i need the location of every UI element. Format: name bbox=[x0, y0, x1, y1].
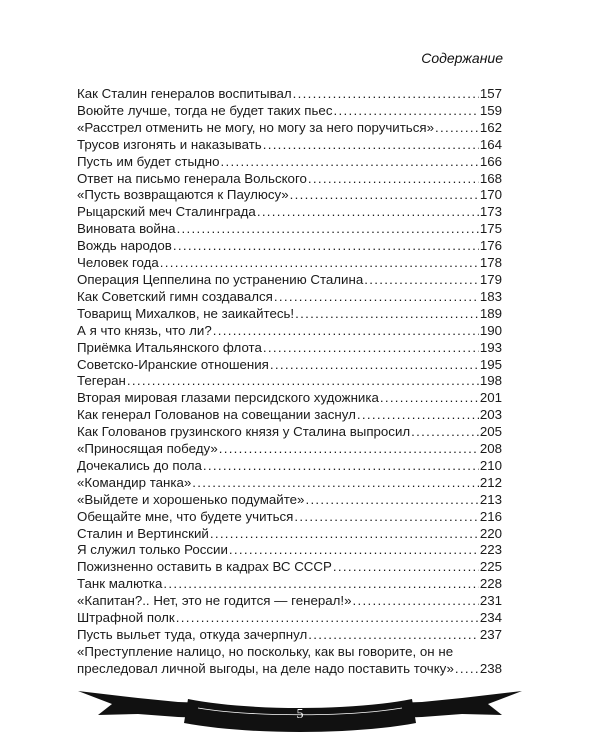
toc-entry-title: Как Советский гимн создавался bbox=[77, 288, 273, 304]
toc-entry-page: 225 bbox=[479, 559, 502, 575]
toc-entry-page: 231 bbox=[479, 593, 502, 609]
dot-leader bbox=[305, 492, 478, 509]
toc-entry bbox=[77, 475, 502, 492]
toc-entry-title: Тегеран bbox=[77, 373, 126, 389]
toc-entry-page: 193 bbox=[479, 339, 502, 355]
toc-entry bbox=[77, 137, 502, 154]
toc-entry-page: 173 bbox=[479, 204, 502, 220]
toc-entry-page: 179 bbox=[479, 271, 502, 287]
toc-entry-page: 162 bbox=[479, 119, 502, 135]
toc-entry-title: «Командир танка» bbox=[77, 474, 192, 490]
dot-leader bbox=[411, 424, 479, 441]
page-number: 5 bbox=[296, 707, 304, 722]
toc-entry-page: 183 bbox=[479, 288, 502, 304]
dot-leader bbox=[263, 340, 479, 357]
toc-entry bbox=[77, 103, 502, 120]
toc-entry bbox=[77, 255, 502, 272]
dot-leader bbox=[192, 475, 479, 492]
toc-entry-title: Воюйте лучше, тогда не будет таких пьес bbox=[77, 102, 333, 118]
toc-entry bbox=[77, 187, 502, 204]
dot-leader bbox=[293, 86, 479, 103]
toc-entry-page: 189 bbox=[479, 305, 502, 321]
toc-entry-page: 238 bbox=[479, 660, 502, 676]
toc-entry-page: 228 bbox=[479, 576, 502, 592]
toc-entry bbox=[77, 289, 502, 306]
toc-entry-page: 212 bbox=[479, 474, 502, 490]
running-head: Содержание bbox=[421, 50, 503, 66]
toc-entry-title: «Выйдете и хорошенько подумайте» bbox=[77, 491, 305, 507]
toc-entry bbox=[77, 390, 502, 407]
dot-leader bbox=[203, 458, 479, 475]
toc-entry bbox=[77, 272, 502, 289]
dot-leader bbox=[176, 610, 479, 627]
toc-entry bbox=[77, 526, 502, 543]
toc-entry-title: Обещайте мне, что будете учиться bbox=[77, 508, 294, 524]
dot-leader bbox=[290, 187, 479, 204]
dot-leader bbox=[274, 289, 479, 306]
toc-entry-page: 201 bbox=[479, 390, 502, 406]
dot-leader bbox=[127, 373, 479, 390]
dot-leader bbox=[308, 627, 479, 644]
toc-entry-page: 198 bbox=[479, 373, 502, 389]
toc-entry bbox=[77, 542, 502, 559]
toc-entry-page: 220 bbox=[479, 525, 502, 541]
dot-leader bbox=[219, 441, 479, 458]
toc-entry-title: Виновата война bbox=[77, 221, 176, 237]
toc-entry-title: «Капитан?.. Нет, это не годится — генерал!» bbox=[77, 593, 352, 609]
toc-entry-page: 216 bbox=[479, 508, 502, 524]
toc-entry-page: 213 bbox=[479, 491, 502, 507]
toc-entry bbox=[77, 576, 502, 593]
dot-leader bbox=[333, 559, 479, 576]
toc-entry-title: «Приносящая победу» bbox=[77, 441, 218, 457]
toc-entry-page: 223 bbox=[479, 542, 502, 558]
toc-entry-title: Штрафной полк bbox=[77, 610, 175, 626]
toc-entry-title: Как генерал Голованов на совещании заснул bbox=[77, 407, 356, 423]
toc-entry-page: 178 bbox=[479, 255, 502, 271]
toc-entry bbox=[77, 644, 502, 678]
toc-entry bbox=[77, 323, 502, 340]
dot-leader bbox=[308, 171, 479, 188]
toc-entry-page: 205 bbox=[479, 424, 502, 440]
toc-entry bbox=[77, 340, 502, 357]
toc-entry-title: Товарищ Михалков, не заикайтесь! bbox=[77, 305, 295, 321]
toc-entry bbox=[77, 441, 502, 458]
toc-entry-page: 164 bbox=[479, 136, 502, 152]
toc-entry-title: Трусов изгонять и наказывать bbox=[77, 136, 262, 152]
toc-entry bbox=[77, 407, 502, 424]
toc-entry bbox=[77, 171, 502, 188]
toc-entry bbox=[77, 610, 502, 627]
dot-leader bbox=[173, 238, 479, 255]
toc-entry-title: Вождь народов bbox=[77, 238, 172, 254]
toc-entry bbox=[77, 559, 502, 576]
toc-entry-page: 157 bbox=[479, 86, 502, 101]
dot-leader bbox=[160, 255, 479, 272]
dot-leader bbox=[435, 120, 479, 137]
toc-entry-page: 176 bbox=[479, 238, 502, 254]
dot-leader bbox=[295, 306, 479, 323]
toc-entry bbox=[77, 86, 502, 103]
dot-leader bbox=[364, 272, 479, 289]
toc-entry bbox=[77, 373, 502, 390]
toc-entry-page: 195 bbox=[479, 356, 502, 372]
dot-leader bbox=[294, 509, 478, 526]
toc-entry-page: 234 bbox=[479, 610, 502, 626]
toc-entry bbox=[77, 492, 502, 509]
dot-leader bbox=[210, 526, 479, 543]
toc-entry-title: Дочекались до пола bbox=[77, 457, 202, 473]
toc-entry bbox=[77, 154, 502, 171]
dot-leader bbox=[263, 137, 479, 154]
toc-entry-title: Операция Цеппелина по устранению Сталина bbox=[77, 271, 364, 287]
toc-entry bbox=[77, 458, 502, 475]
toc-entry bbox=[77, 627, 502, 644]
toc-entry-title: Танк малютка bbox=[77, 576, 163, 592]
toc-entry-title: Пожизненно оставить в кадрах ВС СССР bbox=[77, 559, 332, 575]
toc-entry-page: 190 bbox=[479, 322, 502, 338]
toc-entry bbox=[77, 306, 502, 323]
dot-leader bbox=[163, 576, 478, 593]
toc-entry-title-line1: «Преступление налицо, но поскольку, как вы говорите, он не bbox=[77, 643, 454, 659]
toc-entry-page: 159 bbox=[479, 102, 502, 118]
dot-leader bbox=[380, 390, 479, 407]
toc-entry-title: Приёмка Итальянского флота bbox=[77, 339, 262, 355]
toc-entry bbox=[77, 120, 502, 137]
toc-entry-title: Человек года bbox=[77, 255, 159, 271]
toc-entry-title: Рыцарский меч Сталинграда bbox=[77, 204, 256, 220]
toc-entry-title-line2: преследовал личной выгоды, на деле надо поставить точку» bbox=[77, 660, 454, 676]
dot-leader bbox=[455, 661, 479, 678]
table-of-contents bbox=[77, 86, 502, 678]
toc-entry bbox=[77, 509, 502, 526]
dot-leader bbox=[353, 593, 479, 610]
toc-entry-title: Советско-Иранские отношения bbox=[77, 356, 269, 372]
dot-leader bbox=[221, 154, 479, 171]
dot-leader bbox=[213, 323, 479, 340]
dot-leader bbox=[333, 103, 478, 120]
toc-entry bbox=[77, 238, 502, 255]
toc-entry-title: А я что князь, что ли? bbox=[77, 322, 212, 338]
toc-entry-page: 203 bbox=[479, 407, 502, 423]
toc-entry-title: Ответ на письмо генерала Вольского bbox=[77, 170, 307, 186]
toc-entry-page: 237 bbox=[479, 627, 502, 642]
toc-entry-page: 170 bbox=[479, 187, 502, 203]
toc-entry-page: 175 bbox=[479, 221, 502, 237]
toc-entry-title: Сталин и Вертинский bbox=[77, 525, 209, 541]
toc-entry-title: Пусть им будет стыдно bbox=[77, 153, 220, 169]
dot-leader bbox=[177, 221, 479, 238]
toc-entry-title: «Пусть возвращаются к Паулюсу» bbox=[77, 187, 289, 203]
dot-leader bbox=[257, 204, 479, 221]
toc-entry-title: Как Голованов грузинского князя у Сталина выпросил bbox=[77, 424, 411, 440]
dot-leader bbox=[357, 407, 479, 424]
toc-entry-title: «Расстрел отменить не могу, но могу за него поручиться» bbox=[77, 119, 434, 135]
toc-entry-page: 168 bbox=[479, 170, 502, 186]
dot-leader bbox=[229, 542, 479, 559]
toc-entry-title: Пусть выльет туда, откуда зачерпнул bbox=[77, 627, 308, 642]
toc-entry bbox=[77, 593, 502, 610]
toc-entry-page: 166 bbox=[479, 153, 502, 169]
toc-entry bbox=[77, 221, 502, 238]
toc-entry bbox=[77, 204, 502, 221]
toc-entry-title: Вторая мировая глазами персидского художника bbox=[77, 390, 379, 406]
toc-entry-title: Я служил только России bbox=[77, 542, 228, 558]
dot-leader bbox=[270, 357, 479, 374]
toc-entry bbox=[77, 357, 502, 374]
toc-entry-page: 210 bbox=[479, 457, 502, 473]
toc-entry-page: 208 bbox=[479, 441, 502, 457]
toc-entry bbox=[77, 424, 502, 441]
toc-entry-title: Как Сталин генералов воспитывал bbox=[77, 86, 292, 101]
